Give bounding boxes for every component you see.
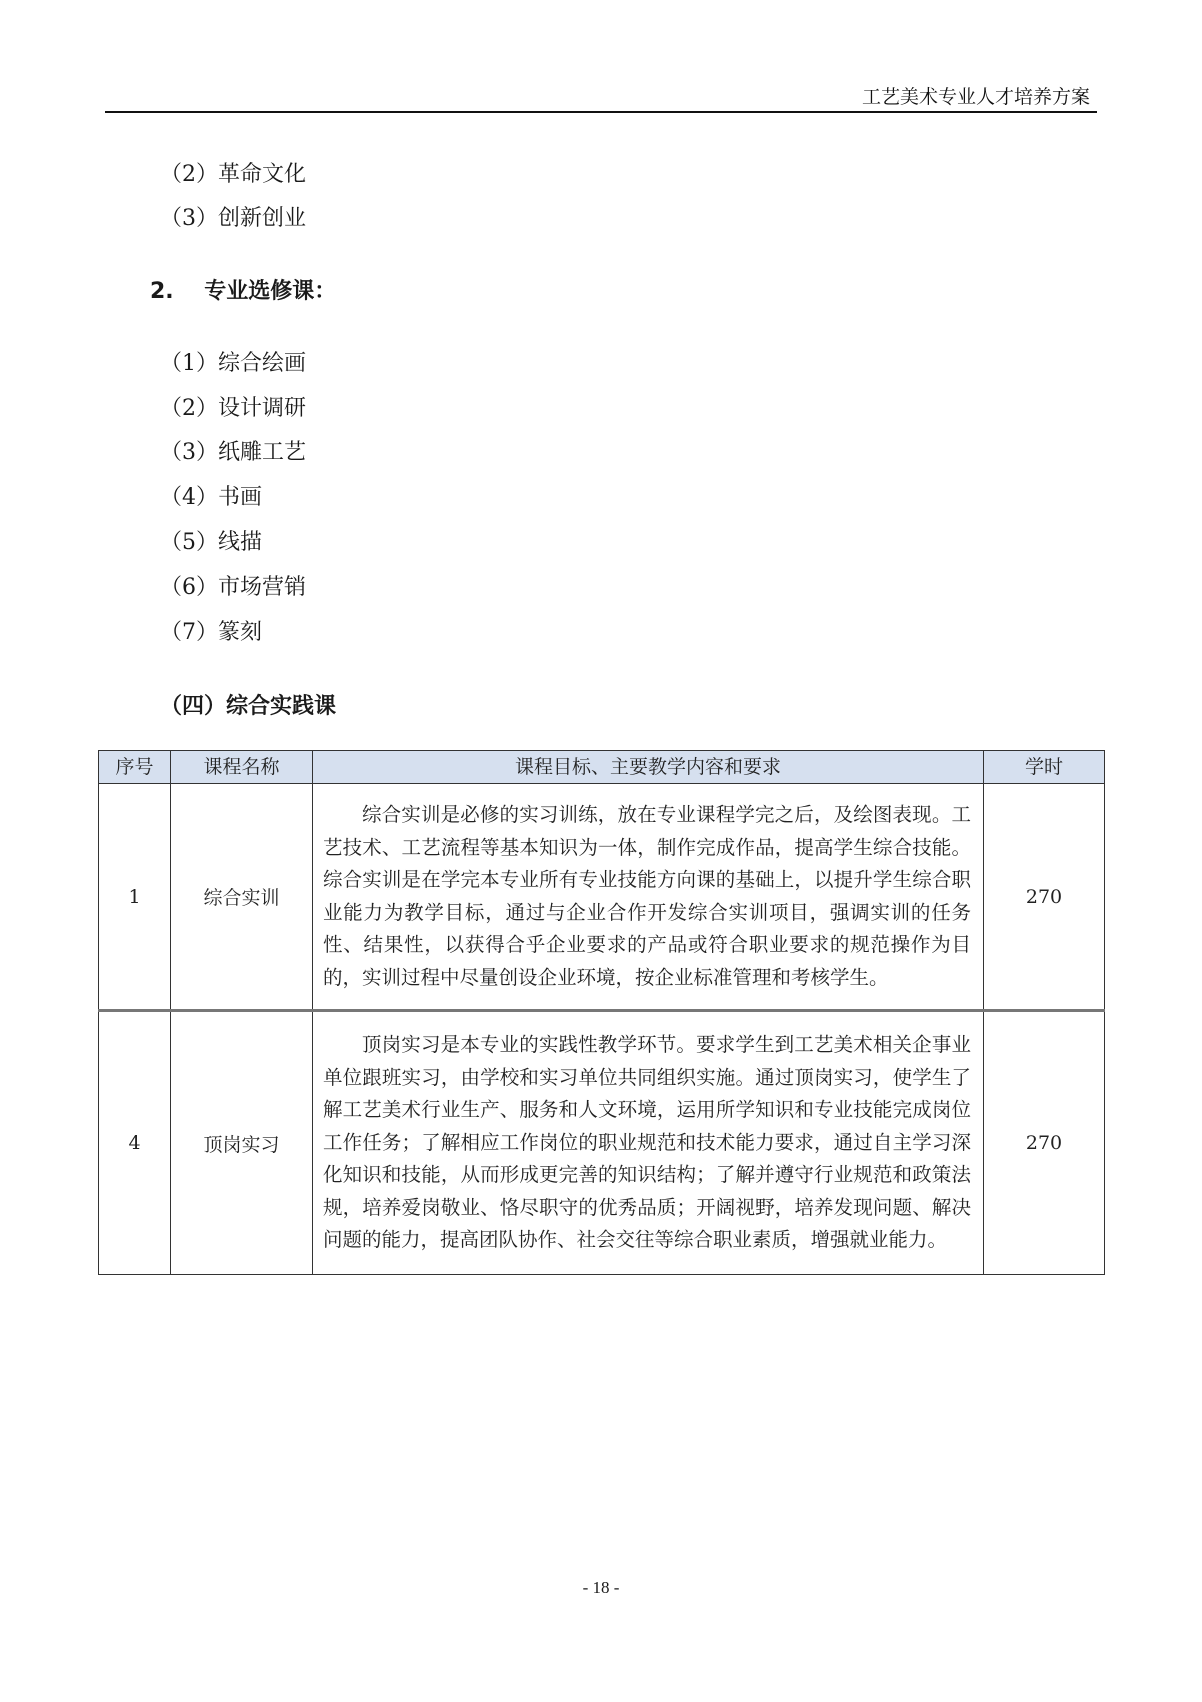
list-item: （2）革命文化 xyxy=(160,162,306,187)
cell-hours: 270 xyxy=(984,1011,1105,1275)
cell-course-name: 综合实训 xyxy=(171,784,313,1011)
practice-course-table xyxy=(98,750,1105,1275)
cell-no: 4 xyxy=(99,1011,171,1275)
list-item: （5）线描 xyxy=(160,530,262,555)
page-number: - 18 - xyxy=(582,1578,620,1597)
column-header-description: 课程目标、主要教学内容和要求 xyxy=(313,751,984,784)
cell-hours: 270 xyxy=(984,784,1105,1011)
list-item: （1）综合绘画 xyxy=(160,351,306,376)
cell-no: 1 xyxy=(99,784,171,1011)
table-row xyxy=(99,1011,1105,1275)
list-item: （6）市场营销 xyxy=(160,575,306,600)
list-item: （3）纸雕工艺 xyxy=(160,440,306,465)
section-heading-practice: （四）综合实践课 xyxy=(160,694,337,719)
running-header-title: 工艺美术专业人才培养方案 xyxy=(861,86,1090,108)
cell-description: 综合实训是必修的实习训练，放在专业课程学完之后，及绘图表现。工艺技术、工艺流程等基本知识为一体，制作完成作品，提高学生综合技能。综合实训是在学完本专业所有专业技能方向课的基础上，以提升学生综合职业能力为教学目标，通过与企业合作开发综合实训项目，强调实训的任务性、结果性，以获得合乎企业要求的产品或符合职业要求的规范操作为目的，实训过程中尽量创设企业环境，按企业标准管理和考核学生。 xyxy=(313,784,984,1011)
list-item: （4）书画 xyxy=(160,485,262,510)
cell-course-name: 顶岗实习 xyxy=(171,1011,313,1275)
table-header-row xyxy=(99,751,1105,784)
column-header-name: 课程名称 xyxy=(171,751,313,784)
section-heading-professional-elective: 2. 专业选修课： xyxy=(150,279,337,304)
header-rule xyxy=(105,111,1097,113)
column-header-hours: 学时 xyxy=(984,751,1105,784)
list-item: （2）设计调研 xyxy=(160,396,306,421)
table-row xyxy=(99,784,1105,1011)
list-item: （7）篆刻 xyxy=(160,620,262,645)
column-header-no: 序号 xyxy=(99,751,171,784)
list-item: （3）创新创业 xyxy=(160,206,306,231)
cell-description: 顶岗实习是本专业的实践性教学环节。要求学生到工艺美术相关企事业单位跟班实习，由学校和实习单位共同组织实施。通过顶岗实习，使学生了解工艺美术行业生产、服务和人文环境，运用所学知识和专业技能完成岗位工作任务；了解相应工作岗位的职业规范和技术能力要求，通过自主学习深化知识和技能，从而形成更完善的知识结构；了解并遵守行业规范和政策法规，培养爱岗敬业、恪尽职守的优秀品质；开阔视野，培养发现问题、解决问题的能力，提高团队协作、社会交往等综合职业素质，增强就业能力。 xyxy=(313,1011,984,1275)
